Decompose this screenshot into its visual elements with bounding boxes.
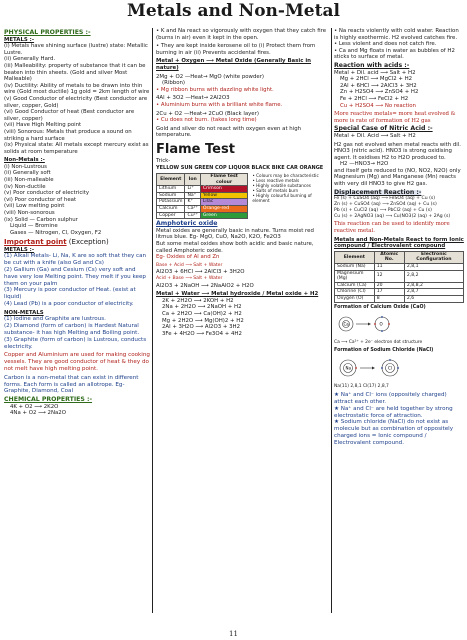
- table-cell: Sodium (Na): [335, 264, 375, 271]
- amphoteric-text: Metal oxides are generally basic in nature. Turns moist red litmus blue. Eg- MgO, CuO, Na2O, K2O, Fe2O3: [156, 227, 314, 241]
- list-item: (viii) Non-sonorous: [4, 210, 55, 217]
- table-cell: Magnesium (Mg): [335, 270, 375, 282]
- list-item: (3) Mercury is poor conductor of Heat. (exist at liquid): [4, 287, 136, 301]
- equation: 2K + 2H2O ⟶ 2KOH + H2: [162, 297, 234, 304]
- list-item: ★ Sodium chloride (NaCl) do not exist as molecule but as combination of oppositely charged ions = Ionic compound / Electrovalent compound.: [334, 419, 454, 446]
- list-item: (vii) Low melting point: [4, 203, 65, 210]
- list-item: (2) Diamond (form of carbon) is Hardest Natural substance- it has high Melting and Boiling point.: [4, 323, 140, 336]
- important-point-label: Important point: [4, 238, 67, 247]
- exception-label: (Exception): [68, 238, 109, 247]
- displacement-heading-label: Displacement Reaction :-: [334, 188, 422, 196]
- table-cell: K⁺: [185, 199, 200, 206]
- imp-nonmetals-list: [4, 316, 150, 350]
- table-header: Electronic Configuration: [404, 251, 463, 263]
- column-divider-left: [152, 28, 153, 613]
- table-header: Ion: [185, 174, 200, 186]
- list-item: (i) Non-Lustrous: [4, 163, 47, 170]
- physical-properties-heading: PHYSICAL PROPERTIES :-: [4, 29, 91, 36]
- list-item: • Highly colourful burning of element: [252, 193, 312, 204]
- list-item: • Na reacts violently with cold water. Reaction is highly exothermic. H2 evolved catches fire.: [334, 28, 459, 41]
- ionic-table: [334, 251, 464, 303]
- equation: Pb (s) + CuCl2 (aq) ⟶ PbCl2 (aq) + Cu (s): [334, 207, 432, 213]
- displacement-equations: [334, 196, 464, 219]
- trick-text: YELLOW SUN GREEN COP LIQUOR BLACK BIKE CAR ORANGE: [156, 164, 324, 171]
- equation: Zn (s) + CuSO4 (aq) ⟶ ZnSO4 (aq) + Cu (s): [334, 202, 437, 208]
- list-item: (ix) Solid — Carbon sulphur: [4, 216, 78, 223]
- amphoteric-text-2: But some metal oxides show both acidic and basic nature, called Amphoteric oxide.: [156, 241, 314, 254]
- cao-legend: Ca ⟶ Ca²⁺ + 2e⁻ electron dot structure: [334, 339, 423, 345]
- reaction-note: This reaction can be used to identify more reactive metal.: [334, 221, 450, 235]
- list-item: (ii) Generally soft: [4, 170, 51, 177]
- equation: Fe (s) + CuSO4 (aq) ⟶ FeSO4 (aq) + Cu (s): [334, 196, 436, 202]
- list-item: (vi) Good Conductor of heat (Best conductor are silver, copper): [4, 109, 135, 122]
- table-cell: 2,6: [404, 295, 463, 302]
- table-cell: 2,8,2: [404, 270, 463, 282]
- list-item: • Less reactive metals: [252, 178, 300, 184]
- acid-equations: [334, 76, 464, 102]
- equation: 2Na + 2H2O ⟶ 2NaOH + H2: [162, 304, 242, 311]
- metals-heading: METALS :-: [4, 36, 35, 43]
- table-cell: 17: [374, 289, 404, 296]
- table-cell: Li⁺: [185, 186, 200, 193]
- flame-colour-label: Orange-red: [202, 206, 230, 212]
- list-item: (vi) Poor conductor of heat: [4, 196, 77, 203]
- equation: Fe + 2HCl ⟶ FeCl2 + H2: [340, 95, 409, 102]
- list-item: (iii) Non-malleable: [4, 177, 54, 184]
- equation: Ca + 2H2O ⟶ Ca(OH)2 + H2: [162, 310, 242, 317]
- nacl-heading: Formation of Sodium Chloride (NaCl): [334, 348, 434, 354]
- al-note: • Aluminium burns with a brilliant white flame.: [156, 101, 283, 108]
- list-item: (iv) Non-ductile: [4, 183, 46, 190]
- chemical-properties-heading: CHEMICAL PROPERTIES :-: [4, 396, 93, 404]
- table-cell: Calcium: [157, 206, 185, 213]
- nacl-legend: Na(11) 2,8,1 Cl(17) 2,8,7: [334, 383, 389, 389]
- amph-eq1-labels: Base + Acid ⟶ Salt + Water: [156, 262, 223, 268]
- flame-table-area: [156, 173, 328, 219]
- nitric-equation: H2 —HNO3→ H2O: [340, 161, 389, 168]
- table-cell: 2,8,1: [404, 264, 463, 271]
- table-row: [157, 206, 248, 213]
- list-item: (2) Gallium (Ga) and Cesium (Cs) very soft and have very low Melting point. They melt if you keep them on your palm: [4, 267, 146, 287]
- equation-cu: 2Cu + O2 —Heat→ 2CuO (Black layer): [156, 110, 259, 117]
- table-cell: Calcium (Ca): [335, 282, 375, 289]
- page-number: 11: [229, 630, 238, 638]
- svg-text:O: O: [379, 321, 383, 327]
- table-header: Element: [157, 174, 185, 186]
- imp-nonmetals-heading: NON-METALS: [4, 309, 44, 316]
- table-cell: Lithium: [157, 186, 185, 193]
- equation: 3Fe + 4H2O ⟶ Fe3O4 + 4H2: [162, 330, 242, 337]
- table-cell: Potassium: [157, 199, 185, 206]
- list-item: • Colours may be characteristic: [252, 173, 319, 179]
- copper-note: Copper and Aluminium are used for making cooking vessels. They are good conductor of heat & they do not melt have high melting point.: [4, 352, 150, 372]
- equation: 2Al + 3H2O ⟶ Al2O3 + 3H2: [162, 324, 241, 331]
- acid-heading: Reaction with acids :-: [334, 61, 410, 69]
- table-row: [157, 186, 248, 193]
- list-item: Liquid — Bromine: [10, 223, 58, 230]
- column-divider-right: [331, 28, 332, 613]
- cao-heading: Formation of Calcium Oxide (CaO): [334, 304, 426, 310]
- table-cell: 11: [374, 264, 404, 271]
- list-item: (4) Lead (Pb) is a poor conductor of electricity.: [4, 300, 134, 307]
- column-right: [334, 28, 464, 447]
- table-header-row: [157, 174, 248, 186]
- cao-dot-diagram: [334, 311, 454, 337]
- equation-general: Metal + Oxygen ⟶ Metal Oxide (Generally Basic in nature): [156, 58, 311, 71]
- equation: 2Al + 6HCl ⟶ 2AlCl3 + 3H2: [340, 82, 417, 89]
- table-cell: 12: [374, 270, 404, 282]
- amph-equation-1: Al2O3 + 6HCl ⟶ 2AlCl3 + 3H2O: [156, 269, 245, 276]
- amphoteric-heading: Amphoteric oxide: [156, 220, 218, 228]
- flame-colour-label: Yellow: [202, 192, 218, 198]
- flame-colour-label: Crimson: [202, 186, 222, 192]
- mg-note: • Mg ribbon burns with dazzling white light.: [156, 86, 274, 93]
- imp-metals-list: [4, 253, 150, 307]
- table-cell: Oxygen (O): [335, 295, 375, 302]
- nitric-text: H2 gas not evolved when metal reacts with dil. HNO3 (nitric acid). HNO3 is strong oxidising agent. It oxidises H2 to H2O produced to.: [334, 141, 461, 161]
- table-cell: Na⁺: [185, 192, 200, 199]
- equation-al: 4Al + 3O2 —Heat→ 2Al2O3: [156, 95, 230, 102]
- amph-equation-2: Al2O3 + 2NaOH ⟶ 2NaAlO2 + H2O: [156, 282, 254, 289]
- list-item: ★ Na⁺ and Cl⁻ ions (oppositely charged) attract each other.: [334, 392, 447, 405]
- table-cell: Ca²⁺: [185, 206, 200, 213]
- list-item: • K and Na react so vigorously with oxygen that they catch fire (burns in air) even it kept in the open.: [156, 28, 327, 41]
- table-cell: [200, 186, 247, 193]
- flame-colour-label: Lilac: [202, 199, 214, 205]
- table-row: [335, 289, 464, 296]
- list-item: (ix) Physical state: All metals except mercury exist as solids at room temperature: [4, 142, 149, 155]
- table-row: [335, 295, 464, 302]
- column-left: [4, 28, 150, 417]
- ionic-heading: Metals and Non-Metals React to form Ionic compound / Electrovalent compound: [334, 236, 464, 250]
- table-cell: [200, 192, 247, 199]
- list-item: (1) Alkali Metals- Li, Na, K are so soft that they can be cut with a knife (also Gd and Cs): [4, 253, 147, 267]
- list-item: (3) Graphite (form of carbon) is Lustrous, conducts electricity.: [4, 336, 147, 350]
- table-row: [157, 212, 248, 219]
- metals-points-list: [4, 43, 150, 155]
- equation: Zn + H2SO4 ⟶ ZnSO4 + H2: [340, 89, 419, 96]
- water-eq-general: Metal + Water ⟶ Metal hydroxide / Metal oxide + H2: [156, 291, 319, 298]
- list-item: • They are kept inside kerosene oil to (i) Protect them from burning in air (ii) Prevents accidental fires.: [156, 43, 316, 56]
- table-cell: [200, 212, 247, 219]
- equation: Mg + 2HCl ⟶ MgCl2 + H2: [340, 76, 413, 83]
- table-cell: 2,8,8,2: [404, 282, 463, 289]
- table-row: [157, 192, 248, 199]
- table-cell: Cu²⁺: [185, 212, 200, 219]
- list-item: • Less violent and does not catch fire.: [334, 41, 437, 48]
- important-point-heading: [4, 238, 150, 246]
- table-cell: [200, 206, 247, 213]
- table-header-row: [335, 251, 464, 263]
- table-header: Element: [335, 251, 375, 263]
- mg-ribbon-label: (Ribbon): [162, 80, 186, 87]
- cu-note: • Cu does not burn. (takes long time): [156, 117, 257, 124]
- svg-text:Ca: Ca: [343, 321, 349, 327]
- list-item: ★ Na⁺ and Cl⁻ are held together by strong electrostatic force of attraction.: [334, 405, 453, 419]
- list-item: (iii) Malleability: property of substance that it can be beaten into thin sheets. (Gold and silver Most Malleable): [4, 62, 146, 83]
- svg-text:Na: Na: [345, 365, 351, 371]
- list-item: (viii) Sonorous: Metals that produce a sound on striking a hard surface: [4, 128, 132, 142]
- table-cell: Chlorine (Cl): [335, 289, 375, 296]
- equation: Mg + 2H2O ⟶ Mg(OH)2 + H2: [162, 317, 244, 324]
- flame-test-heading: Flame Test: [156, 141, 235, 157]
- list-item: (ii) Generally Hard.: [4, 56, 56, 63]
- nitric-general: Metal + Dil. Acid ⟶ Salt + H2: [334, 132, 416, 139]
- column-middle: [156, 28, 328, 337]
- gold-note: Gold and silver do not react with oxygen even at high temperature.: [156, 125, 302, 139]
- list-item: (vii) Have High Melting point: [4, 122, 82, 129]
- more-reactive-note: More reactive metals= more heat evolved & more is rate of formation of H2 gas: [334, 111, 456, 124]
- list-item: (1) Iodine and Graphite are lustrous.: [4, 316, 106, 323]
- imp-metals-heading: METALS :-: [4, 246, 35, 253]
- list-item: (v) Good Conductor of electricity (Best conductor are silver, copper, Gold): [4, 95, 148, 109]
- chem-equation: 4K + O2 ⟶ 2K2O: [10, 403, 59, 410]
- nonmetals-heading: Non-Metals :-: [4, 157, 45, 164]
- list-item: • Highly volatile substances: [252, 183, 311, 189]
- table-row: [157, 199, 248, 206]
- flame-bullet-notes: [252, 173, 328, 219]
- acid-general: Metal + Dil. acid ⟶ Salt + H2: [334, 69, 416, 76]
- table-row: [335, 270, 464, 282]
- list-item: (iv) Ductility: Ability of metals to be drawn into thin wire (Gold most ductile) 1g gold = 2km length of wire: [4, 82, 150, 96]
- table-cell: 20: [374, 282, 404, 289]
- nitric-heading: Special Case of Nitric Acid :-: [334, 125, 433, 133]
- list-item: • Ca and Mg floats in water as bubbles of H2 sticks to surface of metal.: [334, 47, 455, 61]
- table-header: Atomic No.: [374, 251, 404, 263]
- svg-text:Cl: Cl: [388, 365, 392, 371]
- table-header: Flame test colour: [200, 174, 247, 186]
- table-cell: [200, 199, 247, 206]
- nonmetals-points-list: [4, 164, 150, 237]
- equation-mg: 2Mg + O2 —Heat→ MgO (white powder): [156, 73, 265, 80]
- cu-no-reaction: Cu + H2SO4 ⟶ No reaction: [340, 102, 416, 109]
- nacl-dot-diagram: [334, 355, 454, 381]
- water-equations: [156, 298, 328, 338]
- table-row: [335, 264, 464, 271]
- table-cell: Copper: [157, 212, 185, 219]
- chem-equation: 4Na + O2 ⟶ 2Na2O: [10, 410, 66, 417]
- list-item: • Salts of metals burn: [252, 188, 299, 194]
- flame-table: [156, 173, 248, 219]
- table-row: [335, 282, 464, 289]
- amphoteric-example: Eg- Oxides of Al and Zn: [156, 254, 220, 261]
- nitric-text-2: and itself gets reduced to (NO, NO2, N2O) only Magnesium (Mg) and Manganese (Mn) reacts with very dil HNO3 to give H2 gas.: [334, 167, 461, 188]
- list-item: Gases — Nitrogen, Cl, Oxygen, F2: [10, 229, 102, 236]
- flame-colour-label: Green: [202, 212, 217, 218]
- table-cell: Sodium: [157, 192, 185, 199]
- page-title: Metals and Non-Metal: [127, 1, 340, 21]
- final-points: [334, 392, 464, 446]
- table-cell: 2,8,7: [404, 289, 463, 296]
- list-item: (i) Metals have shining surface (lustre) state: Metallic Lustre.: [4, 43, 148, 56]
- table-cell: 8: [374, 295, 404, 302]
- list-item: (v) Poor conductor of electricity: [4, 190, 90, 197]
- carbon-note: Carbon is a non-metal that can exist in different forms. Each form is called an allotrope. Eg- Graphite, Diamond, Coal: [4, 374, 139, 395]
- trick-label: Trick-: [156, 157, 171, 164]
- amph-eq2-labels: Acid + Base ⟶ Salt + Water: [156, 276, 223, 281]
- equation: Cu (s) + 2AgNO3 (aq) ⟶ Cu(NO3)2 (aq) + 2Ag (s): [334, 213, 451, 219]
